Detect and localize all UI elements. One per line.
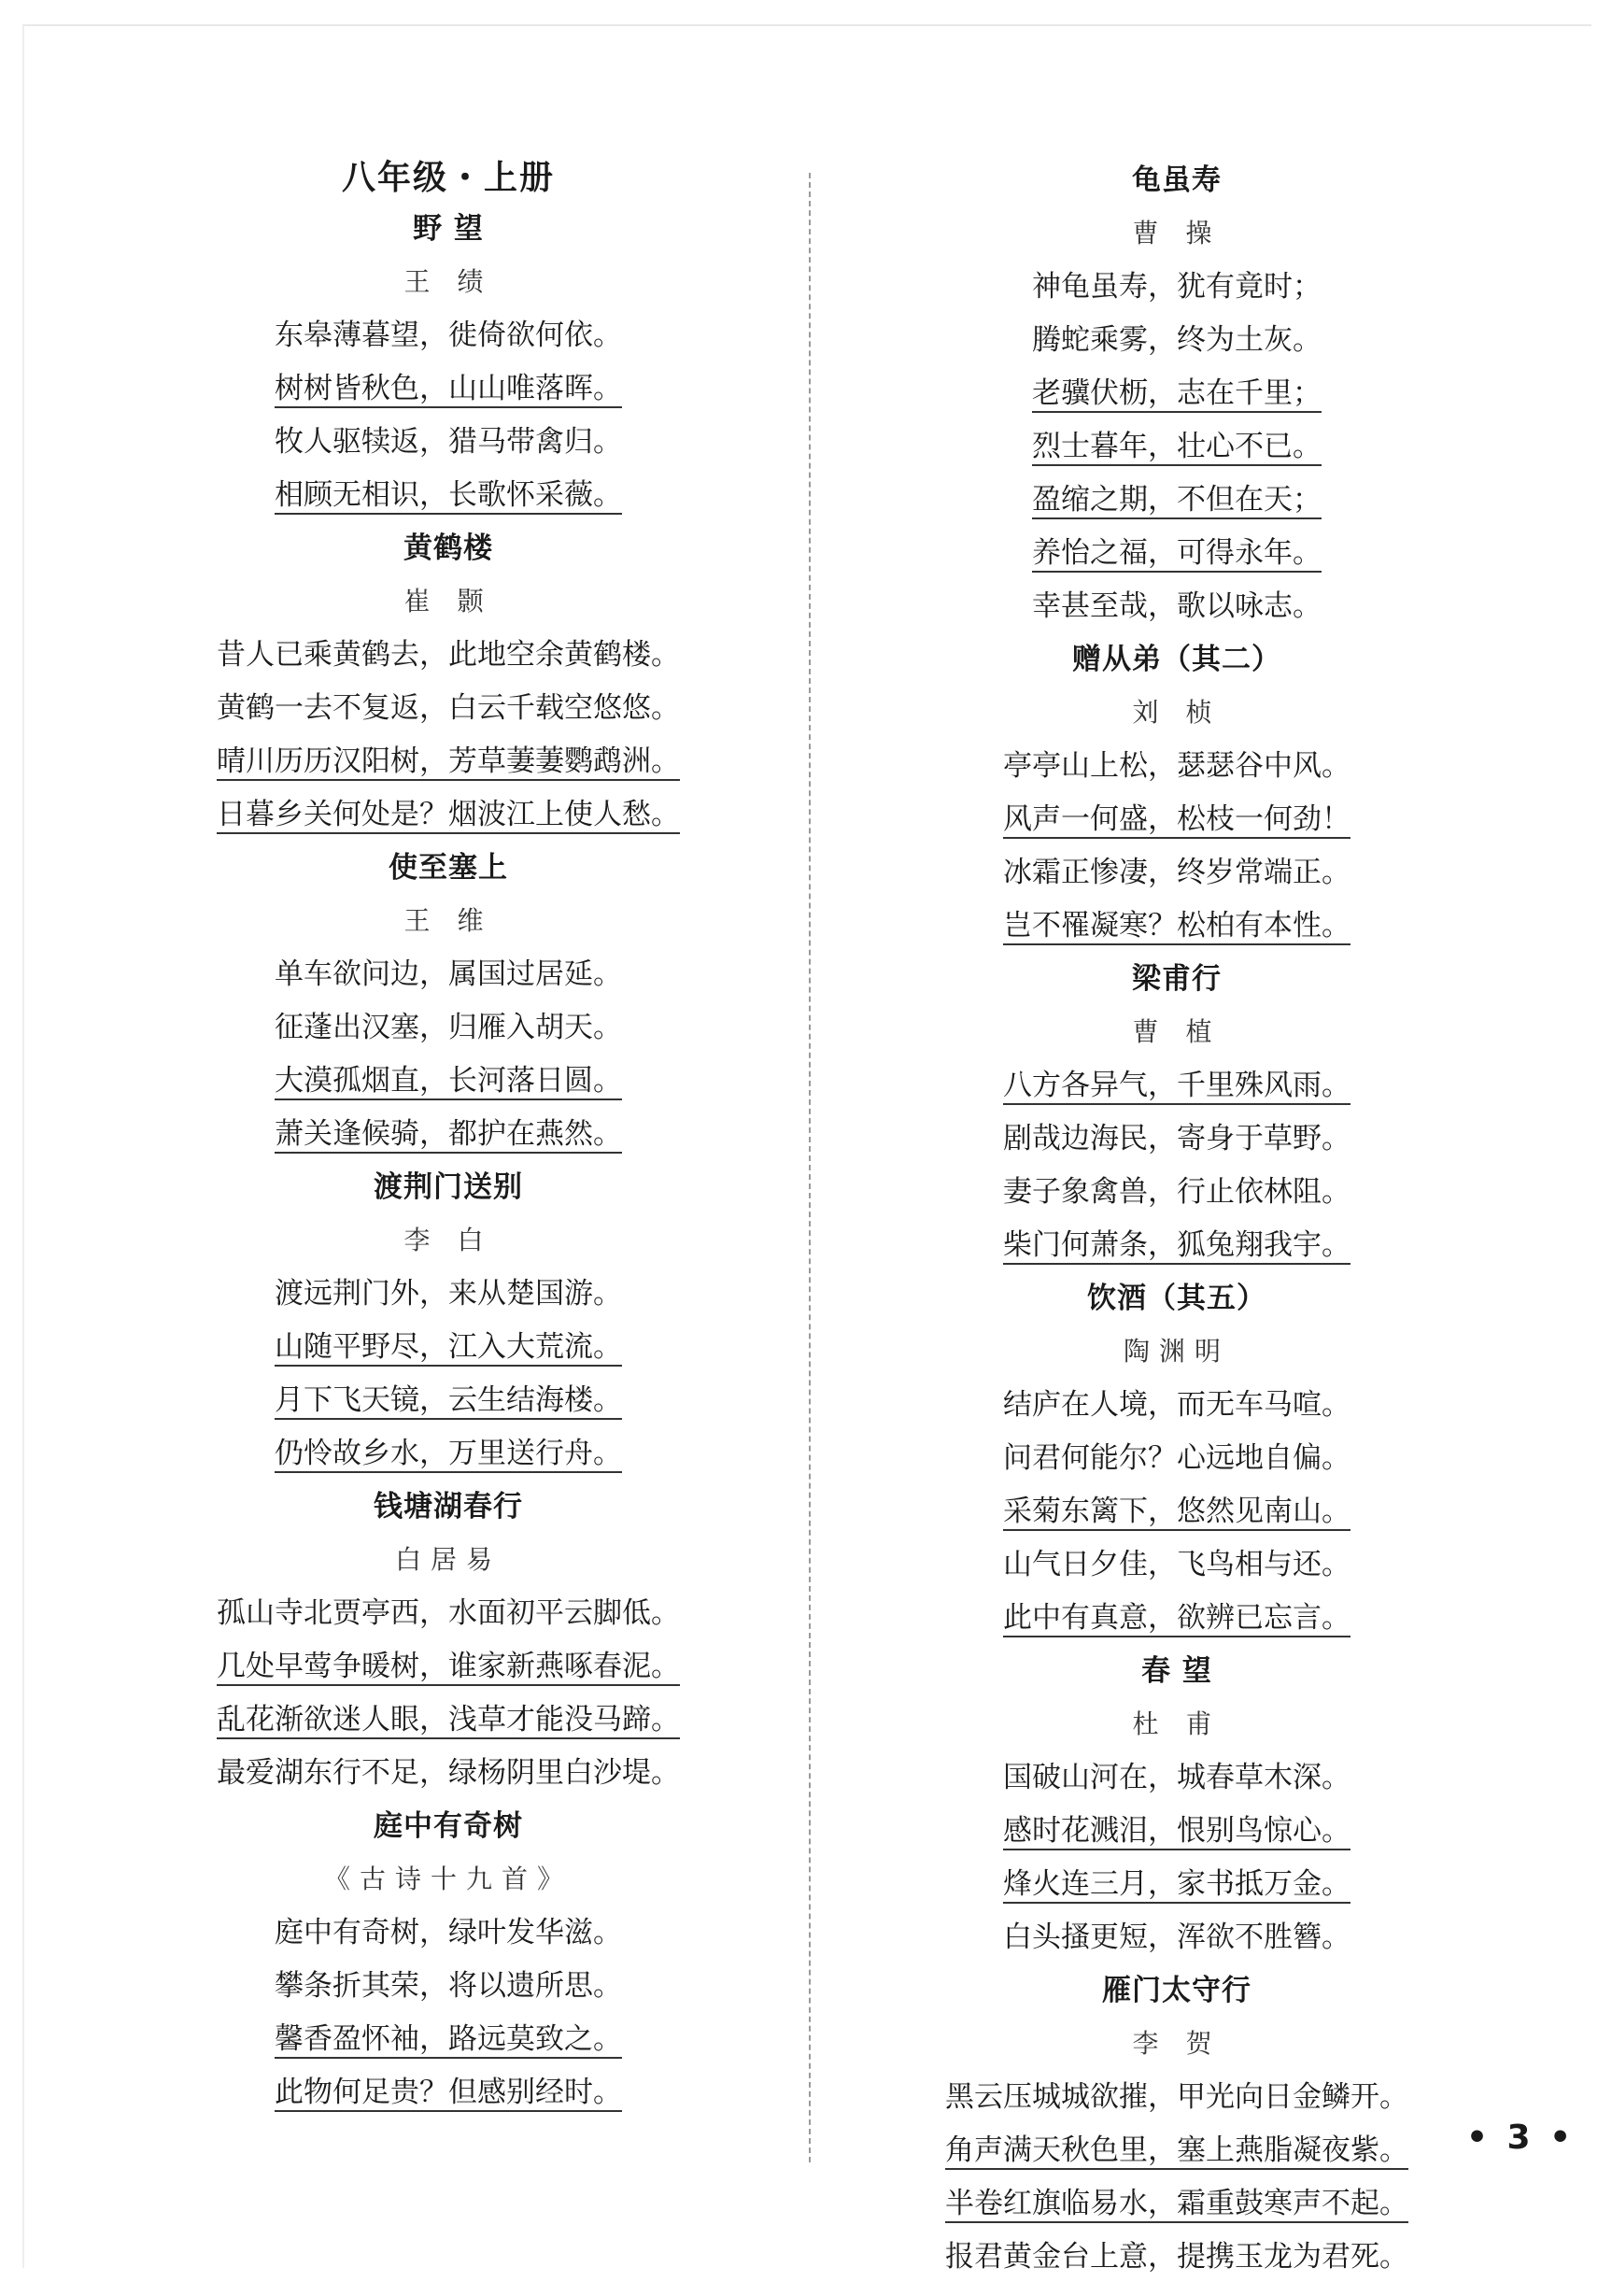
poem-author: 王 绩 <box>403 266 493 297</box>
poem-line <box>887 1219 1466 1272</box>
underlined-verse: 几处早莺争暖树，谁家新燕啄春泥。 <box>217 1649 680 1686</box>
poem-line <box>887 900 1466 953</box>
poem-line <box>163 735 733 788</box>
underlined-verse: 感时花溅泪，恨别鸟惊心。 <box>1003 1813 1350 1850</box>
poem-line <box>163 469 733 522</box>
poem-title: 梁甫行 <box>1132 962 1222 996</box>
verse-text: 结庐在人境，而无车马喧。 <box>1003 1388 1350 1422</box>
poem-line <box>163 1747 733 1800</box>
verse-text: 征蓬出汉塞，归雁入胡天。 <box>275 1011 622 1044</box>
verse-text: 渡远荆门外，来从楚国游。 <box>275 1277 622 1311</box>
underlined-verse: 萧关逢候骑，都护在燕然。 <box>275 1116 622 1154</box>
poem-line <box>887 2177 1466 2231</box>
poem-line <box>887 1911 1466 1964</box>
poem-line <box>887 1059 1466 1113</box>
underlined-verse: 养怡之福，可得永年。 <box>1032 535 1322 573</box>
poem-line <box>163 1108 733 1161</box>
poem-author: 白居易 <box>394 1544 502 1575</box>
poem-line <box>163 948 733 1001</box>
poem-line <box>887 314 1466 367</box>
poem-line <box>887 1485 1466 1538</box>
poem-line <box>163 1055 733 1108</box>
poem-author: 陶渊明 <box>1123 1336 1230 1367</box>
left-column <box>163 154 733 2119</box>
verse-text: 报君黄金台上意，提携玉龙为君死。 <box>945 2240 1408 2274</box>
poem-author: 刘 桢 <box>1132 697 1222 728</box>
poem-author: 曹 植 <box>1132 1016 1222 1047</box>
column-divider <box>809 173 811 2162</box>
verse-text: 黄鹤一去不复返，白云千载空悠悠。 <box>217 691 680 725</box>
poem-block <box>887 953 1466 1272</box>
poem-line <box>887 740 1466 793</box>
underlined-verse: 此中有真意，欲辨已忘言。 <box>1003 1600 1350 1637</box>
right-column <box>887 154 1466 2284</box>
poem-title: 黄鹤楼 <box>403 531 493 565</box>
poem-block <box>163 1800 733 2119</box>
underlined-verse: 仍怜故乡水，万里送行舟。 <box>275 1436 622 1473</box>
verse-text: 牧人驱犊返，猎马带禽归。 <box>275 425 622 459</box>
verse-text: 山气日夕佳，飞鸟相与还。 <box>1003 1548 1350 1581</box>
poem-line <box>887 1113 1466 1166</box>
poem-line <box>163 1694 733 1747</box>
verse-text: 单车欲问边，属国过居延。 <box>275 957 622 991</box>
poem-line <box>163 1321 733 1374</box>
underlined-verse: 烈士暮年，壮心不已。 <box>1032 429 1322 466</box>
poem-title: 渡荆门送别 <box>374 1170 523 1204</box>
verse-text: 昔人已乘黄鹤去，此地空余黄鹤楼。 <box>217 638 680 672</box>
poem-line <box>163 1374 733 1427</box>
poem-list-left <box>163 203 733 2119</box>
poem-line <box>887 1805 1466 1858</box>
poem-block <box>163 522 733 842</box>
poem-line <box>163 1001 733 1055</box>
poem-author: 杜 甫 <box>1132 1708 1222 1739</box>
verse-text: 攀条折其荣，将以遗所思。 <box>275 1969 622 2003</box>
poem-line <box>163 1906 733 1960</box>
poem-line <box>163 629 733 682</box>
verse-text: 妻子象禽兽，行止依林阻。 <box>1003 1175 1350 1209</box>
poem-block <box>163 203 733 522</box>
poem-line <box>887 1751 1466 1805</box>
underlined-verse: 岂不罹凝寒？松柏有本性。 <box>1003 908 1350 945</box>
poem-line <box>887 793 1466 846</box>
poem-line <box>163 1268 733 1321</box>
poem-title: 春 望 <box>1141 1654 1212 1688</box>
poem-title: 饮酒（其五） <box>1087 1282 1266 1315</box>
poem-title: 庭中有奇树 <box>374 1809 523 1843</box>
poem-line <box>887 261 1466 314</box>
poem-line <box>163 682 733 735</box>
poem-title: 钱塘湖春行 <box>374 1490 523 1524</box>
poem-line <box>163 416 733 469</box>
poem-block <box>887 1645 1466 1964</box>
poem-author: 崔 颢 <box>403 586 493 617</box>
underlined-verse: 相顾无相识，长歌怀采薇。 <box>275 477 622 515</box>
poem-line <box>163 1960 733 2013</box>
underlined-verse: 采菊东篱下，悠然见南山。 <box>1003 1494 1350 1531</box>
poem-line <box>887 474 1466 527</box>
verse-text: 国破山河在，城春草木深。 <box>1003 1761 1350 1794</box>
poem-line <box>887 1166 1466 1219</box>
poem-block <box>887 1272 1466 1645</box>
poem-line <box>163 1640 733 1694</box>
poem-author: 李 贺 <box>1132 2028 1222 2059</box>
underlined-verse: 盈缩之期，不但在天； <box>1032 482 1322 519</box>
poem-title: 赠从弟（其二） <box>1072 643 1281 676</box>
poem-line <box>163 1427 733 1481</box>
poem-line <box>887 580 1466 633</box>
underlined-verse: 此物何足贵？但感别经时。 <box>275 2075 622 2112</box>
underlined-verse: 老骥伏枥，志在千里； <box>1032 376 1322 413</box>
poem-block <box>163 1481 733 1800</box>
poem-author: 王 维 <box>403 905 493 936</box>
poem-title: 使至塞上 <box>389 851 508 885</box>
poem-line <box>163 2066 733 2119</box>
underlined-verse: 月下飞天镜，云生结海楼。 <box>275 1382 622 1420</box>
underlined-verse: 馨香盈怀袖，路远莫致之。 <box>275 2021 622 2059</box>
poem-line <box>163 309 733 362</box>
underlined-verse: 日暮乡关何处是？烟波江上使人愁。 <box>217 797 680 834</box>
poem-block <box>887 633 1466 953</box>
poem-title: 雁门太守行 <box>1102 1974 1251 2007</box>
section-heading: 八年级・上册 <box>341 159 555 197</box>
underlined-verse: 晴川历历汉阳树，芳草萋萋鹦鹉洲。 <box>217 744 680 781</box>
poem-author: 李 白 <box>403 1225 493 1255</box>
underlined-verse: 八方各异气，千里殊风雨。 <box>1003 1068 1350 1105</box>
poem-line <box>887 1592 1466 1645</box>
poem-line <box>887 1379 1466 1432</box>
verse-text: 腾蛇乘雾，终为土灰。 <box>1032 323 1322 357</box>
poem-title: 龟虽寿 <box>1132 163 1222 197</box>
verse-text: 问君何能尔？心远地自偏。 <box>1003 1441 1350 1475</box>
verse-text: 剧哉边海民，寄身于草野。 <box>1003 1122 1350 1155</box>
underlined-verse: 角声满天秋色里，塞上燕脂凝夜紫。 <box>945 2133 1408 2170</box>
underlined-verse: 柴门何萧条，狐兔翔我宇。 <box>1003 1227 1350 1265</box>
verse-text: 黑云压城城欲摧，甲光向日金鳞开。 <box>945 2080 1408 2114</box>
poem-line <box>163 788 733 842</box>
poem-line <box>887 1432 1466 1485</box>
underlined-verse: 树树皆秋色，山山唯落晖。 <box>275 371 622 408</box>
underlined-verse: 山随平野尽，江入大荒流。 <box>275 1329 622 1367</box>
poem-title: 野 望 <box>413 212 484 246</box>
poem-line <box>887 527 1466 580</box>
verse-text: 亭亭山上松，瑟瑟谷中风。 <box>1003 749 1350 783</box>
poem-line <box>887 2231 1466 2284</box>
verse-text: 东皋薄暮望，徙倚欲何依。 <box>275 319 622 352</box>
poem-author: 《古诗十九首》 <box>323 1864 573 1894</box>
poem-block <box>887 154 1466 633</box>
poem-list-right <box>887 154 1466 2284</box>
poem-line <box>887 420 1466 474</box>
poem-line <box>163 2013 733 2066</box>
underlined-verse: 风声一何盛，松枝一何劲！ <box>1003 801 1350 839</box>
poem-line <box>163 1587 733 1640</box>
poem-line <box>887 367 1466 420</box>
underlined-verse: 半卷红旗临易水，霜重鼓寒声不起。 <box>945 2186 1408 2223</box>
verse-text: 幸甚至哉，歌以咏志。 <box>1032 589 1322 623</box>
poem-line <box>887 2071 1466 2124</box>
underlined-verse: 烽火连三月，家书抵万金。 <box>1003 1866 1350 1904</box>
underlined-verse: 大漠孤烟直，长河落日圆。 <box>275 1063 622 1100</box>
poem-block <box>887 1964 1466 2284</box>
verse-text: 最爱湖东行不足，绿杨阴里白沙堤。 <box>217 1756 680 1790</box>
verse-text: 白头搔更短，浑欲不胜簪。 <box>1003 1920 1350 1954</box>
poem-block <box>163 1161 733 1481</box>
verse-text: 庭中有奇树，绿叶发华滋。 <box>275 1916 622 1949</box>
verse-text: 孤山寺北贾亭西，水面初平云脚低。 <box>217 1596 680 1630</box>
page-number: • 3 • <box>1466 2119 1576 2157</box>
underlined-verse: 乱花渐欲迷人眼，浅草才能没马蹄。 <box>217 1702 680 1739</box>
poem-author: 曹 操 <box>1132 218 1222 248</box>
verse-text: 冰霜正惨凄，终岁常端正。 <box>1003 856 1350 889</box>
poem-line <box>887 2124 1466 2177</box>
verse-text: 神龟虽寿，犹有竟时； <box>1032 270 1322 304</box>
poem-line <box>163 362 733 416</box>
poem-line <box>887 1538 1466 1592</box>
poem-line <box>887 1858 1466 1911</box>
poem-line <box>887 846 1466 900</box>
poem-block <box>163 842 733 1161</box>
